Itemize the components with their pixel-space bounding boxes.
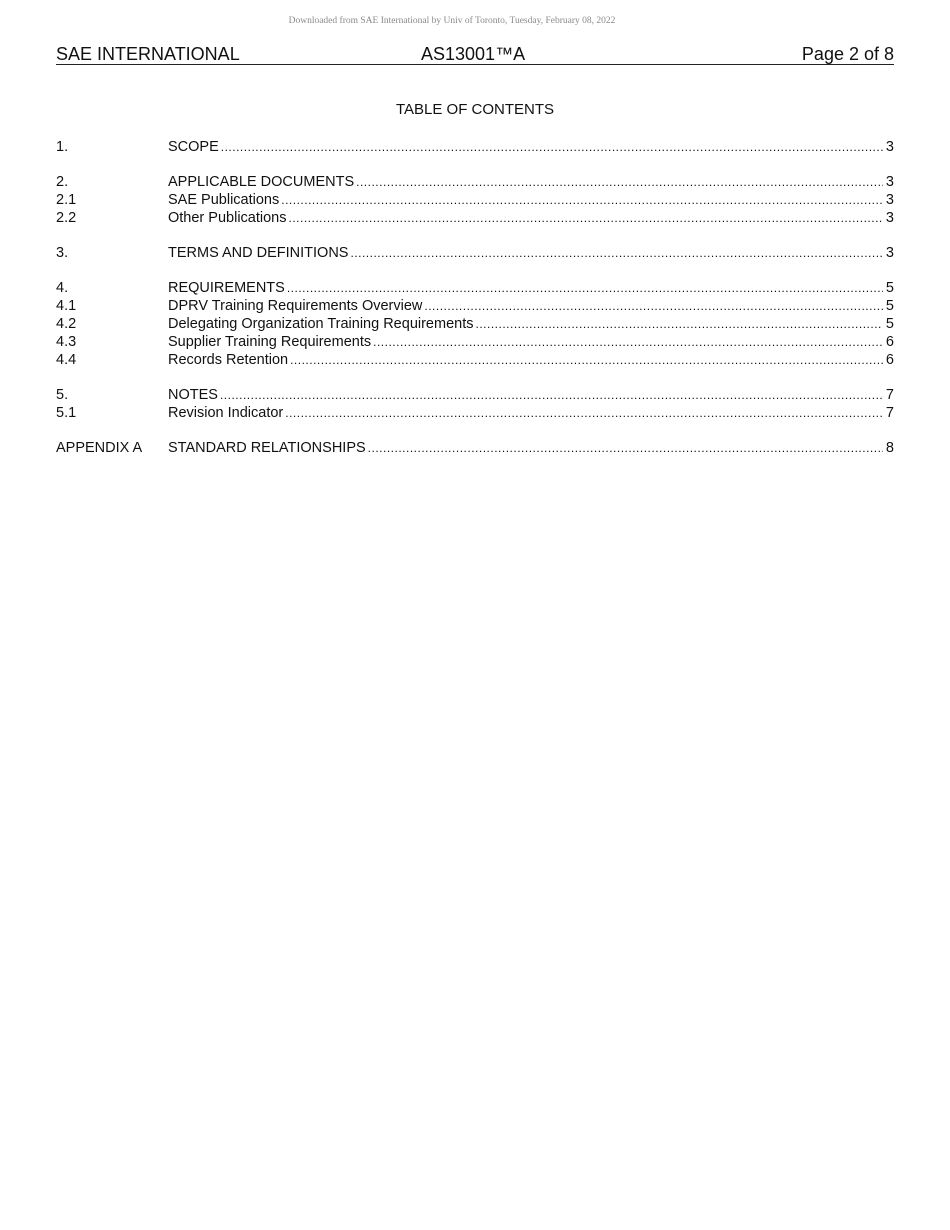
- toc-entry[interactable]: [56, 279, 894, 297]
- dot-leader: [373, 333, 883, 351]
- toc-entry[interactable]: [56, 173, 894, 191]
- download-watermark: Downloaded from SAE International by Univ of Toronto, Tuesday, February 08, 2022: [288, 16, 616, 26]
- toc-entry-page: 6: [885, 334, 894, 350]
- toc-entry[interactable]: [56, 351, 894, 369]
- toc-entry-title: APPLICABLE DOCUMENTS: [168, 174, 355, 190]
- toc-entry-page: 3: [885, 245, 894, 261]
- table-of-contents: [56, 138, 894, 457]
- dot-leader: [288, 209, 882, 227]
- dot-leader: [290, 351, 883, 369]
- toc-entry-page: 5: [885, 298, 894, 314]
- toc-entry-number: APPENDIX A: [56, 440, 143, 456]
- toc-entry-number: 3.: [56, 245, 69, 261]
- toc-entry[interactable]: [56, 386, 894, 404]
- header-page-label: Page 2 of 8: [801, 44, 894, 64]
- dot-leader: [285, 404, 883, 422]
- toc-entry-number: 1.: [56, 139, 69, 155]
- toc-entry-number: 4.2: [56, 316, 77, 332]
- dot-leader: [220, 386, 883, 404]
- toc-entry-title: Other Publications: [168, 210, 287, 226]
- toc-title: TABLE OF CONTENTS: [395, 101, 555, 118]
- toc-entry-page: 7: [885, 387, 894, 403]
- toc-entry-title: Records Retention: [168, 352, 289, 368]
- toc-entry[interactable]: [56, 191, 894, 209]
- toc-entry-page: 3: [885, 174, 894, 190]
- page-header: [56, 43, 894, 65]
- toc-entry[interactable]: [56, 333, 894, 351]
- dot-leader: [281, 191, 883, 209]
- dot-leader: [287, 279, 883, 297]
- toc-entry-number: 5.: [56, 387, 69, 403]
- dot-leader: [368, 439, 883, 457]
- toc-entry-appendix[interactable]: [56, 439, 894, 457]
- toc-entry-number: 2.2: [56, 210, 77, 226]
- toc-entry-page: 8: [885, 440, 894, 456]
- toc-entry[interactable]: [56, 244, 894, 262]
- toc-entry-title: TERMS AND DEFINITIONS: [168, 245, 349, 261]
- toc-entry-number: 4.1: [56, 298, 77, 314]
- toc-entry[interactable]: [56, 404, 894, 422]
- toc-entry[interactable]: [56, 315, 894, 333]
- toc-entry-number: 2.: [56, 174, 69, 190]
- toc-entry-title: Supplier Training Requirements: [168, 334, 372, 350]
- toc-entry-page: 6: [885, 352, 894, 368]
- toc-entry[interactable]: [56, 297, 894, 315]
- dot-leader: [350, 244, 882, 262]
- toc-entry-title: SAE Publications: [168, 192, 280, 208]
- dot-leader: [475, 315, 882, 333]
- toc-entry-title: NOTES: [168, 387, 218, 403]
- dot-leader: [424, 297, 883, 315]
- header-document-id: AS13001™A: [421, 44, 526, 64]
- toc-entry-number: 5.1: [56, 405, 77, 421]
- toc-entry-page: 3: [885, 210, 894, 226]
- dot-leader: [356, 173, 883, 191]
- toc-entry-page: 5: [885, 316, 894, 332]
- toc-entry-title: Revision Indicator: [168, 405, 284, 421]
- toc-entry-title: SCOPE: [168, 139, 219, 155]
- header-organization: SAE INTERNATIONAL: [56, 44, 240, 64]
- toc-entry-page: 3: [885, 139, 894, 155]
- toc-entry-page: 3: [885, 192, 894, 208]
- dot-leader: [221, 138, 883, 156]
- toc-entry-title: REQUIREMENTS: [168, 280, 285, 296]
- toc-entry-title: STANDARD RELATIONSHIPS: [168, 440, 366, 456]
- toc-entry-page: 5: [885, 280, 894, 296]
- toc-entry-number: 2.1: [56, 192, 77, 208]
- toc-entry-number: 4.4: [56, 352, 77, 368]
- toc-entry[interactable]: [56, 138, 894, 156]
- toc-entry[interactable]: [56, 209, 894, 227]
- toc-entry-title: DPRV Training Requirements Overview: [168, 298, 423, 314]
- toc-entry-title: Delegating Organization Training Requirements: [168, 316, 474, 332]
- toc-entry-page: 7: [885, 405, 894, 421]
- toc-entry-number: 4.3: [56, 334, 77, 350]
- toc-entry-number: 4.: [56, 280, 69, 296]
